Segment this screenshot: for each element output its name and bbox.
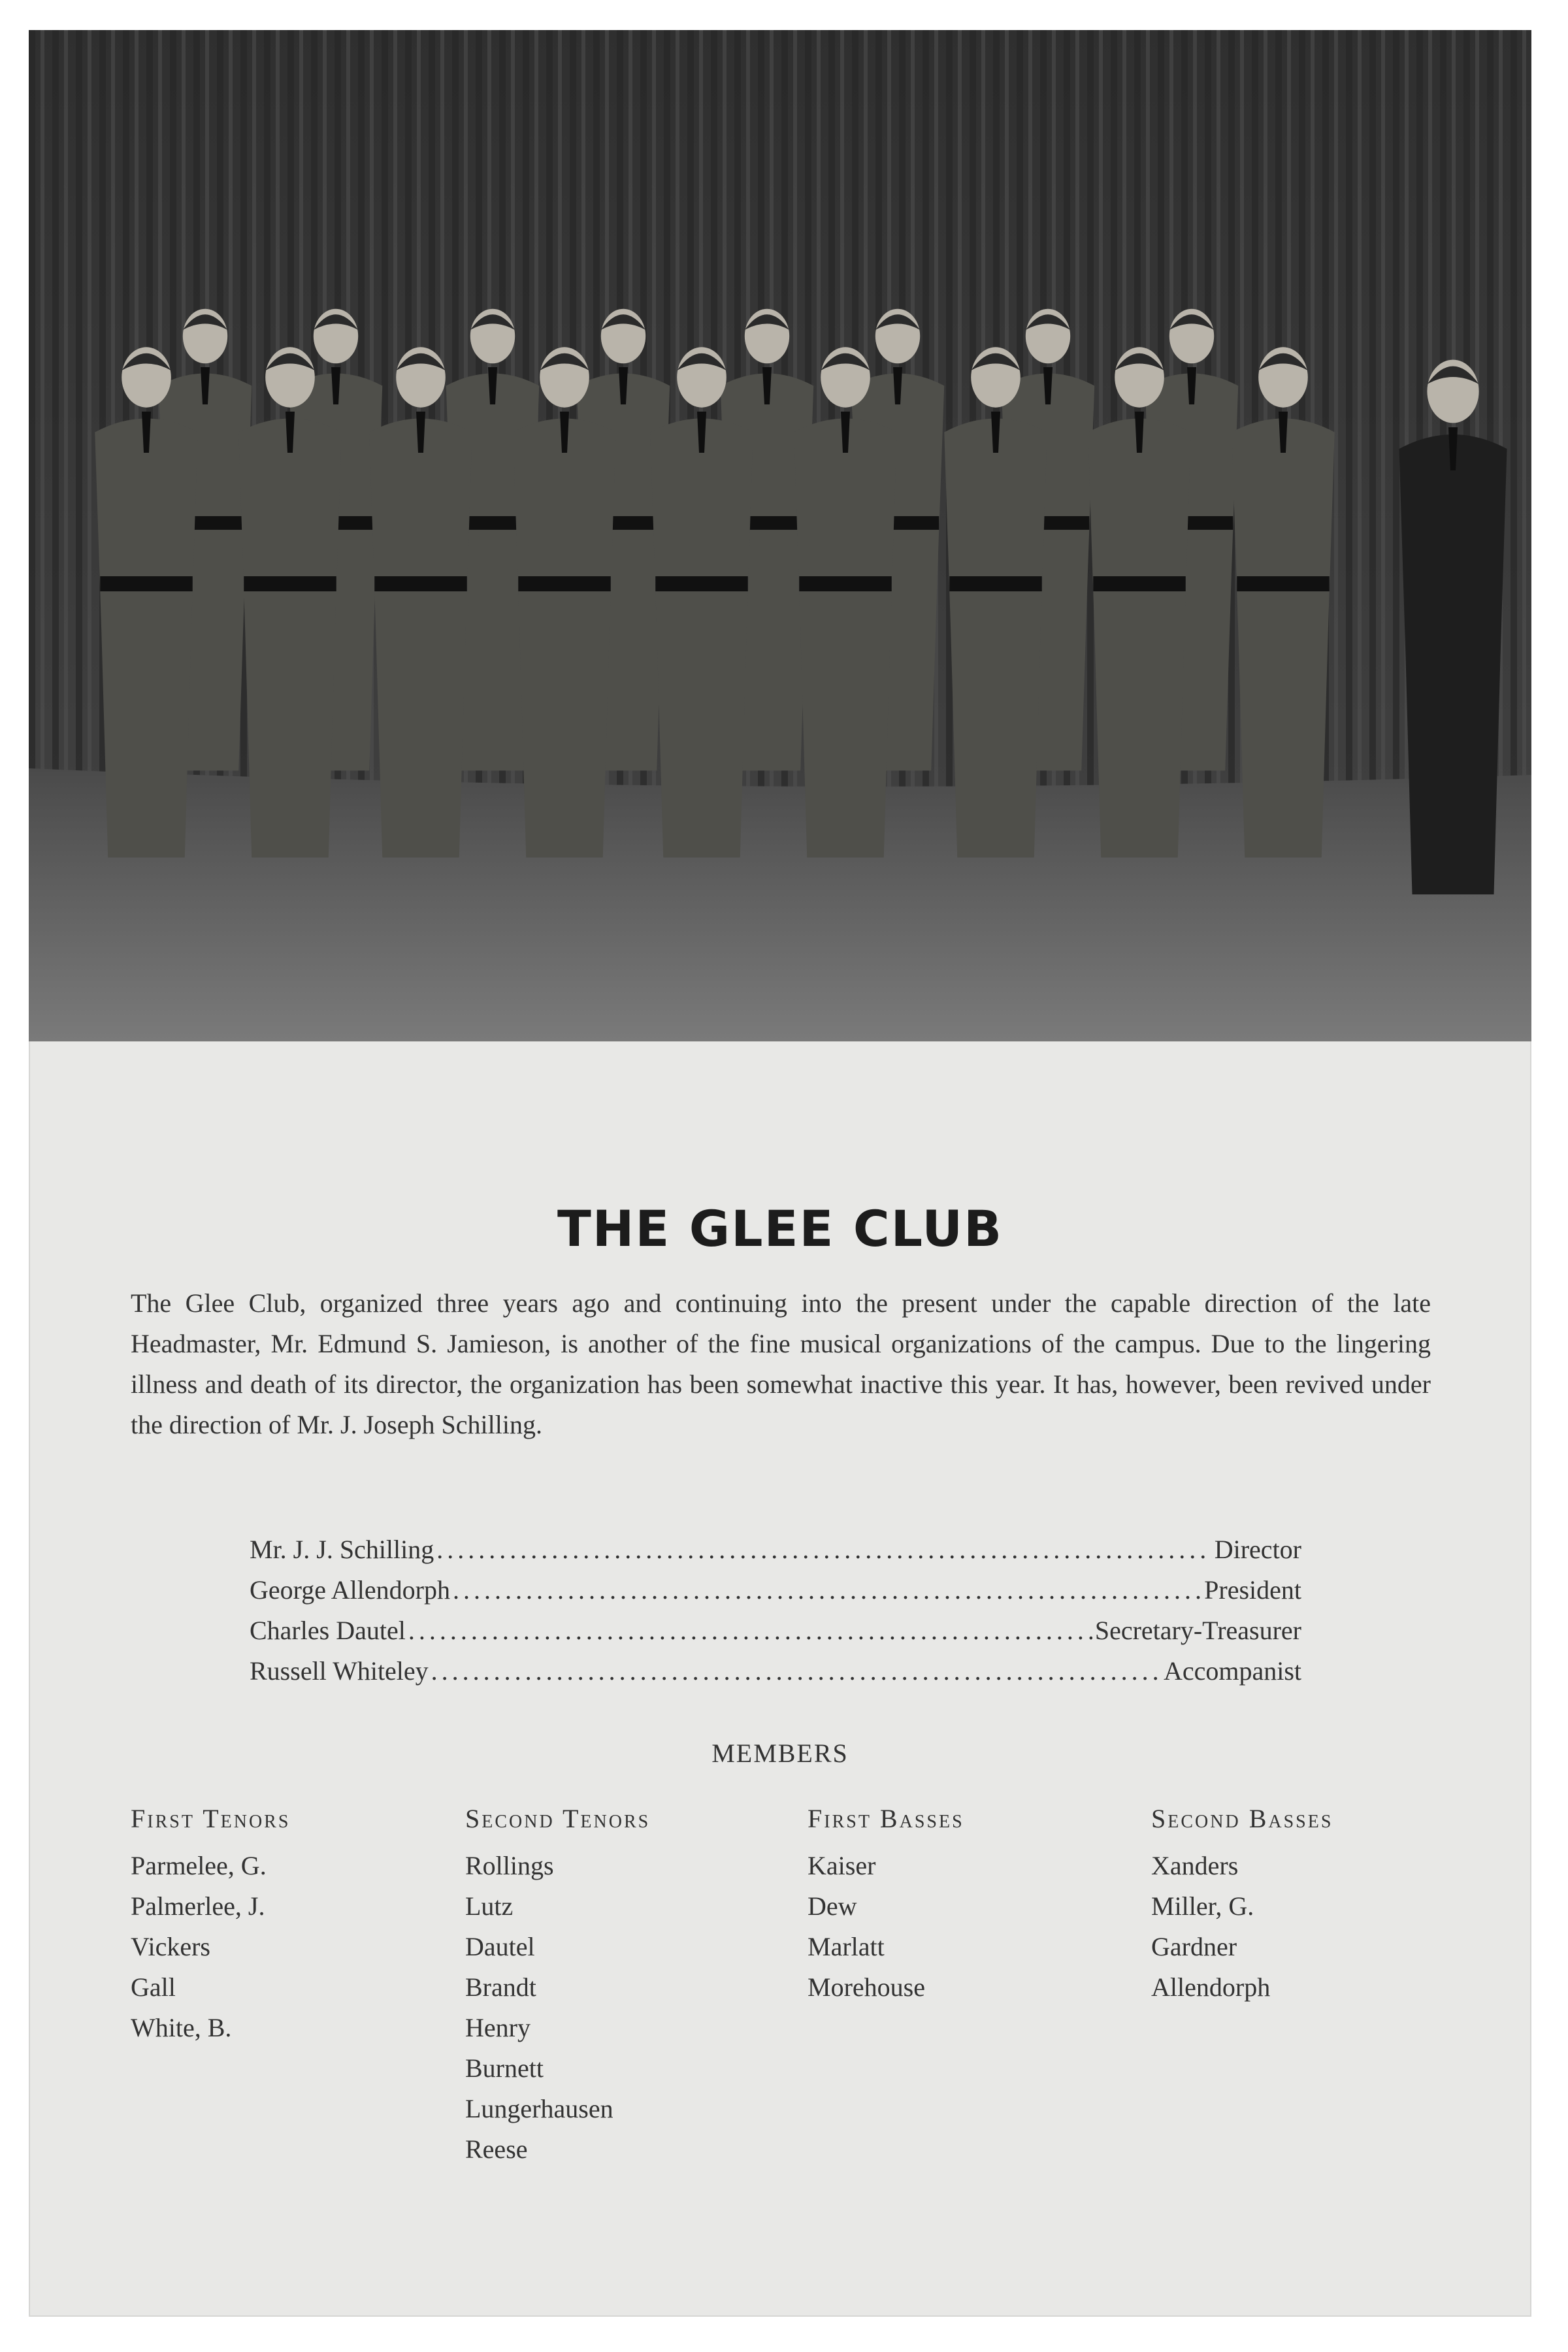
intro-paragraph: The Glee Club, organized three years ago and continuing into the present under the capable direction of the late Headmaster, Mr. Edmund S. Jamieson, is another of the fine musical organizations of the campus. Due to the lingering illness and death of its director, the organization has been somewhat inactive this year. It has, however, been revived under the direction of Mr. J. Joseph Schilling.: [131, 1288, 1431, 1439]
officers-list: [250, 1534, 1301, 1696]
member-name: Gardner: [1151, 1932, 1237, 1961]
officer-role: Secretary-Treasurer: [1094, 1616, 1301, 1645]
yearbook-page: [29, 30, 1531, 2317]
officer-row: [250, 1575, 1301, 1615]
member-name: Morehouse: [808, 1972, 925, 2002]
leader-dots: [431, 1656, 1161, 1686]
member-name: Allendorph: [1151, 1972, 1271, 2002]
leader-dots: [408, 1615, 1092, 1646]
leader-dots: [436, 1534, 1211, 1565]
officer-role: President: [1204, 1575, 1301, 1605]
officer-role: Director: [1214, 1535, 1301, 1564]
member-name: Vickers: [131, 1932, 210, 1961]
officer-name: Russell Whiteley: [250, 1656, 429, 1686]
member-name: Gall: [131, 1972, 176, 2002]
officer-role: Accompanist: [1163, 1656, 1301, 1686]
member-name: Lutz: [465, 1891, 514, 1921]
officer-name: Mr. J. J. Schilling: [250, 1535, 434, 1564]
member-name: Dautel: [465, 1932, 535, 1961]
member-name: Rollings: [465, 1851, 554, 1880]
member-name: Parmelee, G.: [131, 1851, 267, 1880]
section-second-basses: [1151, 1803, 1426, 2008]
group-photo: [29, 30, 1531, 1041]
member-name: Xanders: [1151, 1851, 1239, 1880]
page-title: THE GLEE CLUB: [557, 1200, 1004, 1258]
officer-row: [250, 1615, 1301, 1656]
section-title: Second Tenors: [465, 1804, 651, 1833]
section-title: First Basses: [808, 1804, 964, 1833]
section-title: First Tenors: [131, 1804, 291, 1833]
member-name: Lungerhausen: [465, 2094, 613, 2123]
member-name: Reese: [465, 2134, 528, 2164]
member-name: Palmerlee, J.: [131, 1891, 265, 1921]
member-name: Marlatt: [808, 1932, 885, 1961]
member-name: Kaiser: [808, 1851, 876, 1880]
member-name: Burnett: [465, 2053, 544, 2083]
leader-dots: [453, 1575, 1201, 1605]
officer-row: [250, 1534, 1301, 1575]
member-name: White, B.: [131, 2013, 232, 2042]
section-second-tenors: [465, 1803, 740, 2170]
member-name: Brandt: [465, 1972, 536, 2002]
officer-name: Charles Dautel: [250, 1616, 406, 1645]
officer-name: George Allendorph: [250, 1575, 450, 1605]
section-first-basses: [808, 1803, 1082, 2008]
section-title: Second Basses: [1151, 1804, 1333, 1833]
section-first-tenors: [131, 1803, 405, 2048]
members-heading: MEMBERS: [711, 1739, 849, 1768]
member-name: Miller, G.: [1151, 1891, 1254, 1921]
officer-row: [250, 1656, 1301, 1696]
group-photo-drawing: [29, 30, 1531, 1041]
member-name: Henry: [465, 2013, 531, 2042]
member-name: Dew: [808, 1891, 857, 1921]
